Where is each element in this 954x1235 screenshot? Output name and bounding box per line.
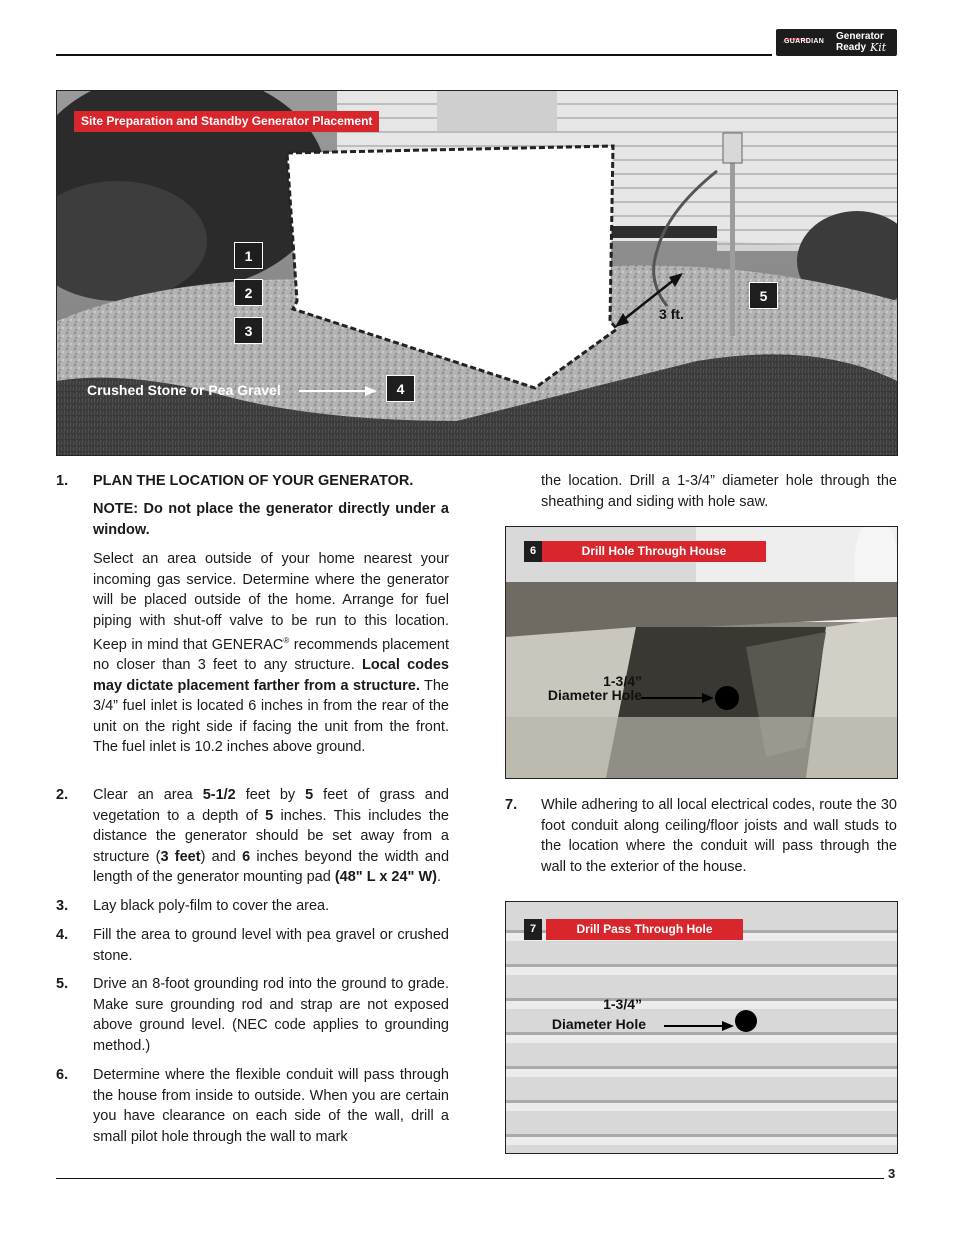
step-1-body — [93, 549, 449, 758]
header-rule — [56, 54, 772, 56]
figure2-label-hole: Diameter Hole — [547, 687, 642, 703]
figure3-number: 7 — [524, 919, 542, 940]
figure3-label-size: 1-3/4” — [603, 996, 642, 1012]
registered-mark: ® — [283, 636, 290, 645]
step-1-heading: PLAN THE LOCATION OF YOUR GENERATOR. — [93, 473, 414, 489]
step-2-bold-l: (48" L x 24" W) — [334, 869, 437, 885]
gravel-label: Crushed Stone or Pea Gravel — [87, 382, 281, 398]
step-2-text-e: feet of grass and vegetation to a depth of — [93, 787, 449, 824]
step-2-bold-d: 5 — [305, 787, 314, 803]
step-2-body — [93, 785, 449, 888]
logo-line2: Ready — [836, 42, 867, 53]
figure3-label-hole: Diameter Hole — [551, 1016, 646, 1032]
step-2-text-c: feet by — [235, 787, 306, 803]
step-4-body: Fill the area to ground level with pea gravel or crushed stone. — [93, 927, 449, 964]
figure2-title: Drill Hole Through House — [542, 541, 766, 562]
logo-brand: GUARDIAN — [784, 38, 825, 45]
step-2-bold-j: 6 — [242, 848, 251, 865]
step-3-body: Lay black poly-film to cover the area. — [93, 898, 330, 914]
page-number: 3 — [888, 1166, 896, 1181]
step-1-text-c: The 3/4” fuel inlet is located 6 inches in from the rear of the unit on the right side if facing the unit from the front. The fuel inlet is 10.2 inches above ground. — [93, 677, 449, 756]
step-1-number: 1. — [56, 473, 69, 489]
step-5-number: 5. — [56, 976, 69, 992]
marker-5: 5 — [749, 282, 778, 309]
site-photo-illustration — [57, 91, 897, 455]
crawlspace-photo-illustration — [506, 527, 897, 778]
step-6-number: 6. — [56, 1067, 69, 1083]
marker-1: 1 — [234, 242, 263, 269]
step-1-text-b: recommends placement no closer than 3 feet to any structure. — [93, 636, 450, 674]
marker-3: 3 — [234, 317, 263, 344]
step-7-number: 7. — [505, 797, 518, 813]
step-2-text-g: inches. This includes the distance the generator should be set away from a structure ( — [93, 807, 449, 865]
figure1-title: Site Preparation and Standby Generator Placement — [74, 111, 379, 132]
step-2-text-a: Clear an area — [93, 787, 203, 803]
step-2-bold-f: 5 — [265, 807, 274, 824]
distance-label: 3 ft. — [659, 306, 684, 322]
step-1-bold: Local codes may dictate placement farther from a structure. — [93, 657, 449, 694]
step-4-number: 4. — [56, 927, 69, 943]
drill-pass-through-figure — [505, 901, 898, 1154]
marker-2: 2 — [234, 279, 263, 306]
step-1-text-a: Select an area outside of your home nearest your incoming gas service. Determine where the generator will be placed outside of the home. Arrange for fuel piping with shut-off valve to be run to this location. Keep in mind that GENERAC — [93, 551, 449, 653]
logo-kit: Kit — [870, 41, 887, 54]
figure2-number: 6 — [524, 541, 542, 562]
step-2-number: 2. — [56, 787, 69, 803]
site-preparation-figure — [56, 90, 898, 456]
step-2-text-k: inches beyond the width and length of the generator mounting pad — [93, 848, 450, 885]
step-2-bold-h: 3 feet — [160, 848, 201, 865]
figure2-label-size: 1-3/4” — [603, 673, 642, 689]
step-3-number: 3. — [56, 898, 69, 914]
step-2-text-m: . — [436, 869, 441, 885]
step-5-body: Drive an 8-foot grounding rod into the ground to grade. Make sure grounding rod and strap are not exposed above ground level. (NEC code applies to grounding method.) — [93, 976, 449, 1054]
step-6-continued: the location. Drill a 1-3/4” diameter hole through the sheathing and siding with hole saw. — [541, 473, 897, 510]
step-1-note: NOTE: Do not place the generator directly under a window. — [93, 501, 449, 538]
figure3-title: Drill Pass Through Hole — [546, 919, 743, 940]
step-2-bold-b: 5-1/2 — [202, 787, 236, 803]
step-2-text-i: ) and — [200, 848, 243, 865]
drill-hole-house-figure — [505, 526, 898, 779]
marker-4: 4 — [386, 375, 415, 402]
guardian-logo — [776, 29, 897, 56]
logo-line1: Generator — [836, 31, 884, 42]
step-6-body: Determine where the flexible conduit will pass through the house from inside to outside. When you are certain you have clearance on each side of the wall, drill a small pilot hole through the wall to mark — [93, 1067, 449, 1145]
step-7-body: While adhering to all local electrical codes, route the 30 foot conduit along ceiling/floor joists and wall studs to the location where the conduit will pass through the wall to the exterior of the house. — [541, 797, 897, 875]
footer-rule — [56, 1178, 884, 1179]
